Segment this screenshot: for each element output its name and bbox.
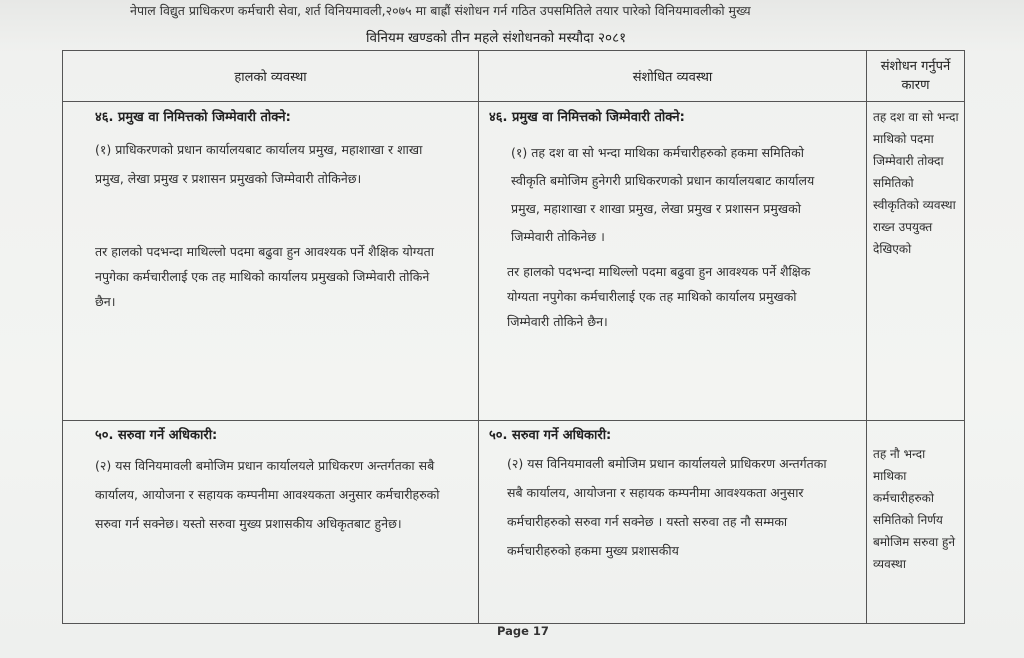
current-provision-cell [63,102,479,421]
proviso-text: तर हालको पदभन्दा माथिल्लो पदमा बढुवा हुन आवश्यक पर्ने शैक्षिक योग्यता नपुगेका कर्मचारीलाई एक तह माथिको कार्यालय प्रमुखको जिम्मेवारी तोकिने छैन। [95,244,434,309]
column-header-revised: संशोधित व्यवस्था [479,51,867,102]
section-heading: ४६. प्रमुख वा निमित्तको जिम्मेवारी तोक्ने: [95,110,291,125]
revised-provision-cell [479,102,867,421]
clause-text: (१) तह दश वा सो भन्दा माथिका कर्मचारीहरुको हकमा समितिको स्वीकृति बमोजिम हुनेगरी प्राधिकरणको प्रधान कार्यालयबाट कार्यालय प्रमुख, महाशाखा र शाखा प्रमुख, लेखा प्रमुख र प्रशासन प्रमुखको जिम्मेवारी तोकिनेछ । [511,145,815,244]
revised-provision-cell [479,421,867,624]
section-heading: ५०. सरुवा गर्ने अधिकारी: [95,428,218,443]
table-row [63,421,965,624]
clause-text: (२) यस विनियमावली बमोजिम प्रधान कार्यालयले प्राधिकरण अन्तर्गतका सबै कार्यालय, आयोजना र सहायक कम्पनीमा आवश्यकता अनुसार कर्मचारीहरुको सरुवा गर्न सक्नेछ। यस्तो सरुवा मुख्य प्रशासकीय अधिकृतबाट हुनेछ। [95,458,440,531]
clause-text: (२) यस विनियमावली बमोजिम प्रधान कार्यालयले प्राधिकरण अन्तर्गतका सबै कार्यालय, आयोजना र सहायक कम्पनीमा आवश्यकता अनुसार कर्मचारीहरुको सरुवा गर्न सक्नेछ । यस्तो सरुवा तह नौ सम्मका कर्मचारीहरुको हकमा मुख्य प्रशासकीय [507,456,827,558]
amendment-table [62,50,965,624]
proviso-text: तर हालको पदभन्दा माथिल्लो पदमा बढुवा हुन आवश्यक पर्ने शैक्षिक योग्यता नपुगेका कर्मचारीलाई एक तह माथिको कार्यालय प्रमुखको जिम्मेवारी तोकिने छैन। [507,264,811,329]
page-number: Page 17 [497,624,549,638]
section-heading: ५०. सरुवा गर्ने अधिकारी: [489,428,612,443]
current-provision-cell [63,421,479,624]
reason-cell: तह दश वा सो भन्दा माथिको पदमा जिम्मेवारी तोक्दा समितिको स्वीकृतिको व्यवस्था राख्न उपयुक्त देखिएको [867,102,965,421]
clause-text: (१) प्राधिकरणको प्रधान कार्यालयबाट कार्यालय प्रमुख, महाशाखा र शाखा प्रमुख, लेखा प्रमुख र प्रशासन प्रमुखको जिम्मेवारी तोकिनेछ। [95,142,423,186]
column-header-reason: संशोधन गर्नुपर्ने कारण [867,51,965,102]
section-heading: ४६. प्रमुख वा निमित्तको जिम्मेवारी तोक्ने: [489,110,685,125]
reason-cell: तह नौ भन्दा माथिका कर्मचारीहरुको समितिको निर्णय बमोजिम सरुवा हुने व्यवस्था [867,421,965,624]
table-row [63,102,965,421]
column-header-current: हालको व्यवस्था [63,51,479,102]
document-title-line2: विनियम खण्डको तीन महले संशोधनको मस्यौदा २०८१ [366,30,627,46]
table-header-row [63,51,965,102]
document-title-line1: नेपाल विद्युत प्राधिकरण कर्मचारी सेवा, शर्त विनियमावली,२०७५ मा बाह्रौं संशोधन गर्न गठित उपसमितिले तयार पारेको विनियमावलीको मुख्य [130,3,751,18]
